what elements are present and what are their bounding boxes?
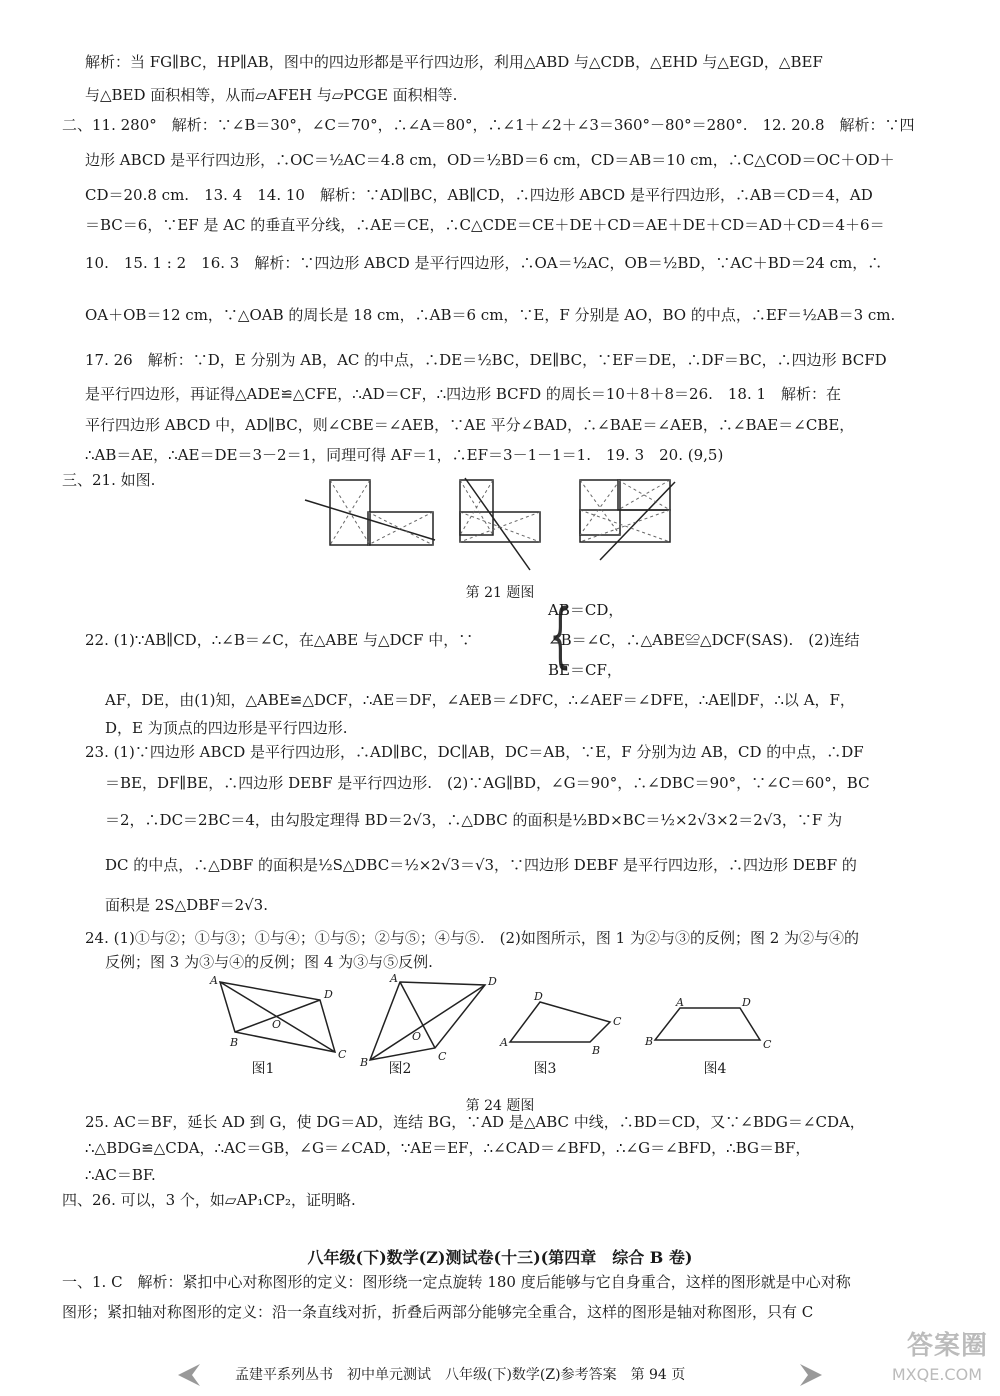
svg-text:C: C	[763, 1038, 772, 1051]
svg-text:B: B	[592, 1044, 601, 1057]
text-line: 二、11. 280° 解析：∵∠B＝30°，∠C＝70°，∴∠A＝80°，∴∠1＋∠2＋∠3＝360°－80°＝280°. 12. 20.8 解析：∵四	[62, 116, 915, 134]
svg-text:A: A	[676, 996, 684, 1009]
svg-text:C: C	[613, 1015, 622, 1028]
text-line: CD＝20.8 cm. 13. 4 14. 10 解析：∵AD∥BC，AB∥CD，∴四边形 ABCD 是平行四边形，∴AB＝CD＝4，AD	[85, 186, 873, 204]
footer-text: 孟建平系列丛书 初中单元测试 八年级(下)数学(Z)参考答案 第 94 页	[235, 1367, 686, 1383]
svg-text:A: A	[210, 974, 218, 987]
svg-text:B: B	[645, 1035, 654, 1048]
text-line: D，E 为顶点的四边形是平行四边形.	[105, 719, 348, 737]
figure-21	[300, 470, 680, 580]
text-line: ＝2，∴DC＝2BC＝4，由勾股定理得 BD＝2√3，∴△DBC 的面积是½BD×BC＝½×2√3×2＝2√3，∵F 为	[105, 811, 843, 829]
page-footer	[0, 1360, 1000, 1390]
text-line: ∠B＝∠C，∴△ABE≌△DCF(SAS). (2)连结	[548, 631, 860, 649]
figure-3-caption: 图3	[533, 1061, 557, 1077]
svg-text:B: B	[230, 1036, 239, 1049]
figure-2-caption: 图2	[388, 1061, 412, 1077]
text-line: ＝BE，DF∥BE，∴四边形 DEBF 是平行四边形. (2)∵AG∥BD，∠G＝90°，∴∠DBC＝90°，∵∠C＝60°，BC	[105, 774, 870, 792]
text-line: ∴△BDG≌△CDA，∴AC＝GB，∠G＝∠CAD，∵AE＝EF，∴∠CAD＝∠BFD，∴∠G＝∠BFD，∴BG＝BF，	[85, 1139, 811, 1157]
text-line: ＝BC＝6，∵EF 是 AC 的垂直平分线，∴AE＝CE，∴C△CDE＝CE＋DE＋CD＝AE＋DE＋CD＝AD＋CD＝4＋6＝	[85, 216, 885, 234]
brace: {	[549, 594, 572, 676]
figure-4-caption: 图4	[703, 1061, 727, 1077]
text-line: 边形 ABCD 是平行四边形，∴OC＝½AC＝4.8 cm，OD＝½BD＝6 cm，CD＝AB＝10 cm，∴C△COD＝OC＋OD＋	[85, 151, 895, 169]
svg-text:C: C	[438, 1050, 447, 1063]
text-line: ∴AC＝BF.	[85, 1166, 156, 1184]
text-line: 图形；紧扣轴对称图形的定义：沿一条直线对折，折叠后两部分能够完全重合，这样的图形是轴对称图形，只有 C	[62, 1303, 814, 1321]
text-line: 三、21. 如图.	[62, 471, 156, 489]
text-line: 平行四边形 ABCD 中，AD∥BC，则∠CBE＝∠AEB，∵AE 平分∠BAD，∴∠BAE＝∠AEB，∴∠BAE＝∠CBE，	[85, 416, 855, 434]
svg-text:A: A	[390, 972, 398, 985]
figure-21-caption: 第 21 题图	[465, 585, 535, 601]
text-line: AF，DE，由(1)知，△ABE≌△DCF，∴AE＝DF，∠AEB＝∠DFC，∴∠AEF＝∠DFE，∴AE∥DF，∴以 A，F，	[105, 691, 855, 709]
svg-text:O: O	[272, 1018, 282, 1031]
svg-text:C: C	[338, 1048, 347, 1061]
text-line: 17. 26 解析：∵D，E 分别为 AB，AC 的中点，∴DE＝½BC，DE∥BC，∵EF＝DE，∴DF＝BC，∴四边形 BCFD	[85, 351, 887, 369]
text-line: AB＝CD，	[548, 601, 624, 619]
svg-text:D: D	[488, 975, 497, 988]
watermark-url: MXQE.COM	[891, 1365, 982, 1384]
text-line: 与△BED 面积相等，从而▱AFEH 与▱PCGE 面积相等.	[85, 86, 458, 104]
svg-text:A: A	[500, 1036, 508, 1049]
text-line: DC 的中点，∴△DBF 的面积是½S△DBC＝½×2√3＝√3，∵四边形 DEBF 是平行四边形，∴四边形 DEBF 的	[105, 856, 857, 874]
svg-text:B: B	[360, 1056, 369, 1069]
svg-text:O: O	[412, 1030, 422, 1043]
text-line: 25. AC＝BF，延长 AD 到 G，使 DG＝AD，连结 BG，∵AD 是△ABC 中线，∴BD＝CD，又∵∠BDG＝∠CDA，	[85, 1113, 865, 1131]
text-line: ∴AB＝AE，∴AE＝DE＝3－2＝1，同理可得 AF＝1，∴EF＝3－1－1＝1. 19. 3 20. (9,5)	[85, 446, 724, 464]
text-line: 解析：当 FG∥BC，HP∥AB，图中的四边形都是平行四边形，利用△ABD 与△CDB，△EHD 与△EGD，△BEF	[85, 53, 823, 71]
text-line: BE＝CF，	[548, 661, 622, 679]
text-line: 10. 15. 1 : 2 16. 3 解析：∵四边形 ABCD 是平行四边形，∴OA＝½AC，OB＝½BD，∵AC＋BD＝24 cm，∴	[85, 254, 883, 272]
text-line: 四、26. 可以，3 个，如▱AP₁CP₂，证明略.	[62, 1191, 356, 1209]
text-line: 24. (1)①与②；①与③；①与④；①与⑤；②与⑤；④与⑤. (2)如图所示，图 1 为②与③的反例；图 2 为②与④的	[85, 929, 860, 947]
text-line: 是平行四边形，再证得△ADE≌△CFE，∴AD＝CF，∴四边形 BCFD 的周长＝10＋8＋8＝26. 18. 1 解析：在	[85, 385, 842, 403]
text-line: 22. (1)∵AB∥CD，∴∠B＝∠C，在△ABE 与△DCF 中，∵	[85, 631, 474, 649]
section-title: 八年级(下)数学(Z)测试卷(十三)(第四章 综合 B 卷)	[307, 1248, 693, 1267]
figure-24-caption: 第 24 题图	[465, 1098, 535, 1114]
svg-text:D: D	[534, 990, 543, 1003]
svg-text:D: D	[324, 988, 333, 1001]
text-line: 一、1. C 解析：紧扣中心对称图形的定义：图形绕一定点旋转 180 度后能够与它自身重合，这样的图形就是中心对称	[62, 1273, 851, 1291]
right-arrow-icon	[790, 1362, 830, 1388]
watermark-logo: 答案圈	[906, 1331, 988, 1361]
text-line: 23. (1)∵四边形 ABCD 是平行四边形，∴AD∥BC，DC∥AB，DC＝AB，∵E，F 分别为边 AB，CD 的中点，∴DF	[85, 743, 864, 761]
text-line: 反例；图 3 为③与④的反例；图 4 为③与⑤反例.	[105, 953, 433, 971]
figure-1-caption: 图1	[251, 1061, 275, 1077]
svg-text:D: D	[742, 996, 751, 1009]
text-line: 面积是 2S△DBF＝2√3.	[105, 896, 268, 914]
left-arrow-icon	[170, 1362, 210, 1388]
text-line: OA＋OB＝12 cm，∵△OAB 的周长是 18 cm，∴AB＝6 cm，∵E，F 分别是 AO，BO 的中点，∴EF＝½AB＝3 cm.	[85, 306, 896, 324]
